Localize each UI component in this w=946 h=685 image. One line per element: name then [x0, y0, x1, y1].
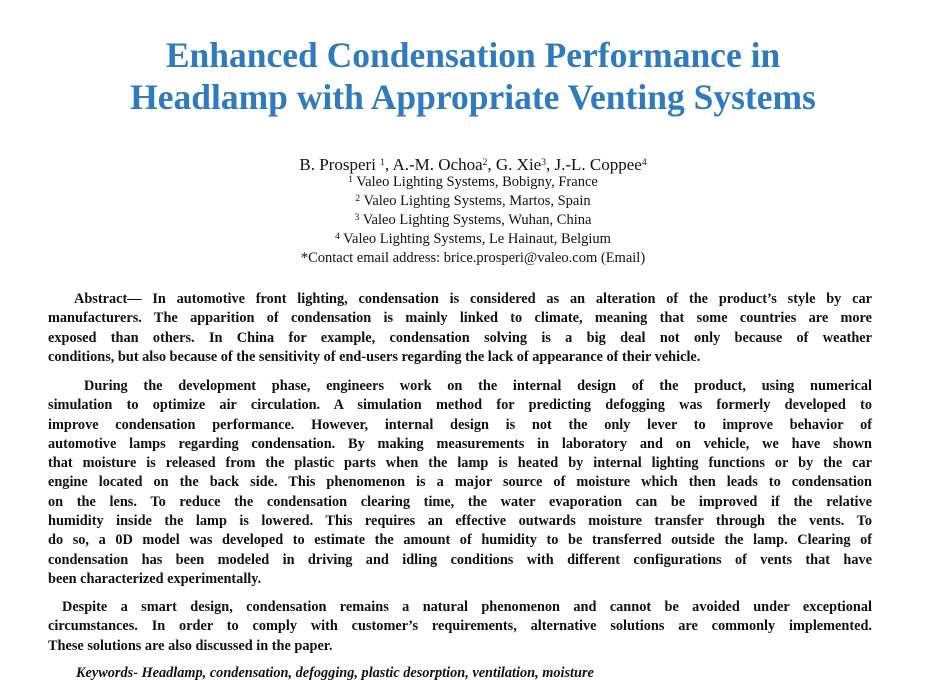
author-affil-mark: 1: [380, 158, 385, 168]
abstract-line: These solutions are also discussed in the paper.: [48, 637, 333, 654]
affiliation-mark: 1: [348, 175, 353, 185]
abstract-line: do so, a 0D model was developed to estimate the amount of humidity to be transferred outside the lamp. Clearing of: [48, 532, 872, 549]
title-line-2: Headlamp with Appropriate Venting Systems: [130, 77, 816, 117]
author-affil-mark: 2: [482, 158, 488, 168]
author-list: [0, 155, 946, 175]
affiliation-line: [0, 192, 946, 211]
title-line-1: Enhanced Condensation Performance in: [165, 35, 781, 75]
abstract-paragraph-2: [48, 377, 872, 589]
abstract-paragraph-1: [48, 290, 872, 367]
abstract-paragraph-3: [48, 598, 872, 656]
paper-title: [0, 34, 946, 118]
author-name: , J.-L. Coppee: [545, 155, 642, 174]
abstract-line: condensation has been modeled in driving and idling conditions with different configurations of vents that have: [48, 551, 872, 568]
contact-email: *Contact email address: brice.prosperi@valeo.com (Email): [300, 250, 646, 266]
abstract-line: humidity inside the lamp is lowered. This requires an effective outwards moisture transfer through the vents. To: [48, 513, 872, 530]
keywords: Keywords- Headlamp, condensation, defogging, plastic desorption, ventilation, moisture: [76, 665, 594, 681]
abstract-line: automotive lamps regarding condensation. By making measurements in laboratory and on vehicle, we have shown: [48, 435, 872, 452]
abstract-line: conditions, but also because of the sensitivity of end-users regarding the lack of appearance of their vehicle.: [48, 348, 701, 365]
abstract-line: exposed than others. In China for example, condensation solving is a big deal not only because of weather: [48, 329, 872, 346]
author-name: , A.-M. Ochoa: [384, 155, 483, 174]
affiliation-text: Valeo Lighting Systems, Le Hainaut, Belgium: [339, 231, 611, 247]
abstract-line: During the development phase, engineers work on the internal design of the product, using numerical: [84, 378, 872, 394]
abstract-line: Abstract— In automotive front lighting, condensation is considered as an alteration of the product’s style by car: [74, 291, 872, 307]
affiliations: [0, 173, 946, 268]
affiliation-mark: 4: [335, 232, 340, 242]
abstract-line: been characterized experimentally.: [48, 570, 262, 587]
affiliation-line: [0, 230, 946, 249]
affiliation-text: Valeo Lighting Systems, Wuhan, China: [359, 212, 592, 228]
affiliation-line: [0, 211, 946, 230]
abstract-line: that moisture is released from the plastic parts when the lamp is heated by internal lighting functions or by the car: [48, 455, 872, 472]
abstract-line: circumstances. In order to comply with customer’s requirements, alternative solutions are commonly implemented.: [48, 618, 872, 635]
abstract-line: simulation to optimize air circulation. A simulation method for predicting defogging was formerly developed to: [48, 397, 872, 414]
affiliation-mark: 2: [355, 194, 361, 204]
abstract-line: improve condensation performance. However, internal design is not the only lever to improve behavior of: [48, 416, 872, 433]
affiliation-line: [0, 173, 946, 192]
author-affil-mark: 4: [641, 158, 647, 168]
affiliation-text: Valeo Lighting Systems, Bobigny, France: [352, 174, 598, 190]
author-name: B. Prosperi: [299, 155, 381, 174]
author-name: , G. Xie: [487, 155, 542, 174]
abstract-line: manufacturers. The apparition of condensation is mainly linked to climate, meaning that some countries are more: [48, 310, 872, 327]
abstract-line: on the lens. To reduce the condensation clearing time, the water evaporation can be improved if the relative: [48, 493, 872, 510]
affiliation-mark: 3: [354, 213, 360, 223]
abstract-line: engine located on the back side. This phenomenon is a major source of moisture which then leads to condensation: [48, 474, 872, 491]
author-affil-mark: 3: [541, 158, 546, 168]
affiliation-text: Valeo Lighting Systems, Martos, Spain: [360, 193, 591, 209]
abstract-line: Despite a smart design, condensation remains a natural phenomenon and cannot be avoided under exceptional: [62, 599, 872, 615]
